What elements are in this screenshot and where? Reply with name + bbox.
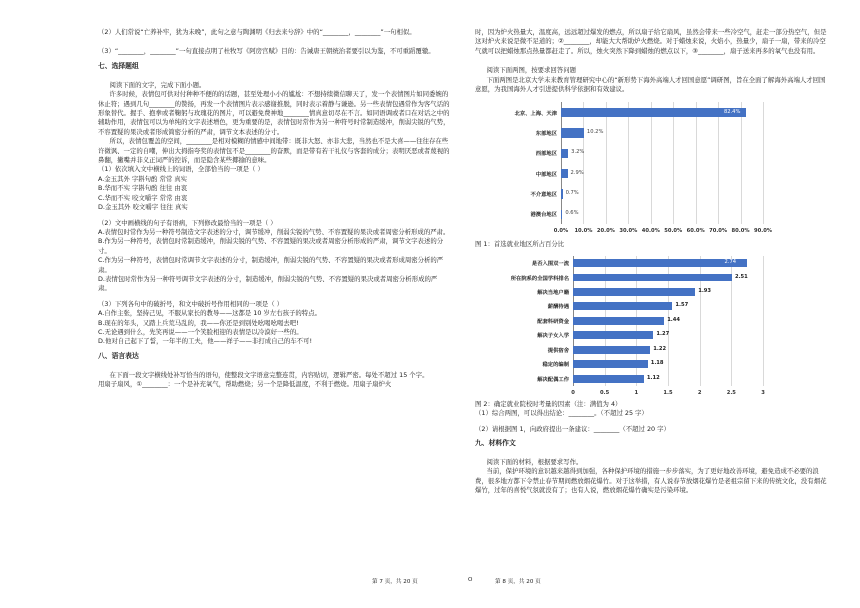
data-label: 0.6%: [565, 210, 579, 217]
option-a: A.金玉其外 字斟句酌 常常 真实: [98, 174, 188, 183]
option-b: B.现在的年头，又踏上兵荒马乱的，我——你还是到别处吆喝吆喝去吧!: [98, 318, 299, 327]
option-c: C.华而不实 咬文嚼字 常常 由衷: [98, 193, 188, 202]
data-label: 2.74: [724, 259, 737, 266]
gridline: [628, 102, 629, 224]
material-intro: 阅读下面的材料，根据要求写作。: [486, 458, 583, 467]
x-tick-label: 70.0%: [709, 228, 728, 235]
answer-question-2: （2）请根据图 1，向政府提出一条建议：________（不超过 20 字）: [475, 424, 670, 433]
category-label: 东部地区: [535, 130, 557, 137]
read-charts-intro: 阅读下面两图，按要求回答问题: [486, 66, 576, 75]
x-tick-label: 2.5: [726, 389, 736, 396]
bar: [573, 331, 653, 339]
gridline: [741, 102, 742, 224]
data-label: 1.57: [675, 302, 689, 309]
category-label: 提供宿舍: [547, 347, 569, 354]
category-label: 解决当地户籍: [537, 289, 569, 296]
option-a: A.自作主张，坚持己见，不服从家长的教导——这都是 10 岁左右孩子的特点。: [98, 309, 321, 318]
question-2-fill: （2）人们常说“亡养补牢，犹为未晚”，此句之意与陶渊明《归去来兮辞》中的“________，________”一句相似。: [98, 28, 416, 36]
language-passage-cont: 时，因为炉火热量大，温度高，远远超过爆发的燃点，所以扇子给它扇风，虽然会带来一些冷空气，赶走一部分热空气，但是这对炉火来说是微不足道的；②________，却能大大帮助炉火燃烧。对于蜡烛来说，火焰小，热量少，扇子一扇，带来的冷空气就可以把蜡烛那点热量都赶走了。所以，烛火突然下降到蜡烛的燃点以下，③________，扇子送来再多的氧气也没有用。: [475, 28, 827, 55]
category-label: 西部地区: [535, 151, 557, 158]
category-label: 是否入围双一流: [531, 261, 569, 268]
figure-2-caption: 图 2：确定就业院校时考量的因素（注：满值为 4）: [475, 399, 622, 408]
gridline: [696, 102, 697, 224]
category-label: 配套科研资金: [537, 318, 569, 325]
data-label: 1.44: [667, 316, 680, 323]
x-tick-label: 40.0%: [641, 228, 660, 235]
read-charts-para: 下面两图是北京大学未来教育管理研究中心的“新形势下海外高端人才回国意愿”调研图，旨在全面了解海外高端人才回国意愿，为我国海外人才引进提供科学依据和有效建议。: [475, 75, 826, 94]
category-label: 解决配偶工作: [537, 376, 569, 383]
category-label: 所在院系的全国学科排名: [510, 275, 569, 282]
category-label: 港澳台地区: [530, 212, 557, 219]
bar: [573, 375, 644, 383]
center-mark: O: [468, 577, 473, 583]
data-label: 1.22: [653, 345, 667, 352]
option-b: B.作为另一种符号，表情包时常制造缓冲，削弱尖锐的气势、不容置疑的果决或者周密分析形成的严肃，调节文字表述的分寸。: [98, 237, 444, 255]
x-tick-label: 50.0%: [664, 228, 683, 235]
section-heading-8: 八、语言表达: [98, 351, 139, 360]
subquestion-1: （1）依次填入文中横线上的词语，全部恰当的一项是（ ）: [98, 165, 264, 174]
gridline: [606, 102, 607, 224]
question-3-fill: （3）“________，________”一句直接点明了杜牧写《阿房宫赋》目的：告诫唐王朝统治者要引以为鉴，不可重蹈覆辙。: [98, 47, 435, 56]
data-label: 1.12: [646, 374, 660, 381]
figure-1-caption: 图 1：首选就业地区所占百分比: [475, 240, 565, 249]
x-tick-label: 80.0%: [731, 228, 750, 235]
bar: [561, 189, 563, 198]
section-heading-7: 七、选择题组: [98, 61, 139, 70]
data-label: 2.51: [734, 273, 748, 280]
bar: [573, 302, 672, 310]
x-tick-label: 1: [634, 389, 639, 396]
x-tick-label: 0.5: [600, 389, 610, 396]
category-label: 中部地区: [535, 171, 557, 178]
reading-intro: 阅读下面的文字，完成下面小题。: [109, 80, 206, 89]
bar: [573, 317, 664, 325]
x-tick-label: 90.0%: [754, 228, 772, 235]
passage-paragraph-2: 所以，表情包覆盖的空间，________是相对模糊的情感中间地带：既非大怒、亦非大悲，当然也不是大喜——往往存在些许微讽、一定的自嘲，伸出大拇指夸奖的表情包不是________的奋默，而是带有若干礼仪与客套的成分；表明厌恶或者蔑视的鼻翻，撇嘴并非义正词严的控诉，而是隐含某些揶揄的意味。: [98, 137, 450, 165]
chart-employment-region: [481, 98, 771, 238]
x-tick-label: 3: [761, 389, 765, 396]
right-page: [475, 28, 827, 496]
chart-university-factors: [481, 252, 771, 400]
category-label: 稳定的编制: [542, 362, 569, 369]
subquestion-3: （3）下列各句中的破折号，和文中破折号作用相同的一项是（ ）: [98, 299, 284, 308]
option-d: D.表情包时常作为另一种符号调节文字表述的分寸，制造缓冲，削弱尖锐的气势、不容置疑的果决或者周密分析形成的严肃。: [98, 274, 438, 293]
answer-question-1: （1）综合两图，可以得出结论：________。（不超过 25 字）: [475, 409, 648, 418]
category-label: 薪酬待遇: [547, 304, 569, 311]
bar: [561, 169, 568, 178]
bar: [561, 108, 746, 117]
bar: [561, 128, 584, 137]
gridline: [763, 102, 764, 224]
x-tick-label: 10.0%: [574, 228, 593, 235]
bar: [573, 259, 747, 267]
x-tick-label: 1.5: [663, 389, 673, 396]
option-d: D.金玉其外 咬文嚼字 往往 真实: [98, 203, 188, 212]
right-page-footer: 第 8 页，共 20 页: [495, 579, 541, 585]
data-label: 3.2%: [571, 149, 585, 156]
category-label: 解决子女入学: [537, 333, 569, 340]
data-label: 10.2%: [586, 128, 604, 135]
bar: [573, 274, 732, 282]
passage-paragraph-1: 许多时候，表情包可供对付种种不便的的话题，甚至处理小小的尴尬：不想持续微信聊天了，发一个表情图片如同委婉的休止符；遇到几句________的赞扬，再发一个表情图片表示感谢推脱，同时表示着静与谦逊。另一些表情包遇常作为客气话的形象替代。握手、抱拳或者鞠躬与玫瑰花的图片，可以避免费神地________情真意切尽在不言。如同语调或者口在对话之中的辅助作用，表情包可以为单纯的文字表述增色，更为重要的是，表情包时常作为另一种符号时常制造缓冲，削弱尖锐的气势，不容置疑的果决或者形成简密分析的严肃，调节文本表述的分寸。: [98, 90, 450, 136]
gridline: [651, 102, 652, 224]
x-tick-label: 0: [571, 389, 575, 396]
x-tick-label: 2: [697, 389, 702, 396]
bar: [573, 360, 648, 368]
data-label: 1.27: [656, 331, 670, 338]
gridline: [763, 256, 764, 386]
category-label: 北京、上海、天津: [514, 110, 557, 117]
gridline: [583, 102, 584, 224]
subquestion-2: （2）文中画横线的句子有语病，下列修改最恰当的一项是（ ）: [98, 218, 277, 227]
gridline: [718, 102, 719, 224]
x-tick-label: 20.0%: [596, 228, 615, 235]
material-text: 当前，保护环境的意识越来越得到加强，各种保护环境的措施一步步落实，为了更好地改善环境，避免造成不必要的浪费，很多地方都下令禁止春节期间燃放烟花爆竹。对于这举措，有人说春节放烟花爆竹是老祖宗留下来的传统文化，没有烟花爆竹，过年的喜悦气氛就没有了；也有人说，燃放烟花爆竹确实是污染环境。: [475, 467, 827, 495]
x-tick-label: 0.0%: [553, 228, 569, 235]
left-page-footer: 第 7 页，共 20 页: [372, 579, 418, 585]
option-d: D.他对自己起下了誓，一年半的工夫，他——祥子——非打成自己的车不可!: [98, 337, 313, 346]
data-label: 1.18: [650, 360, 664, 367]
option-c: C.无论遇到什么，先笑再说——一个笑脸相迎的表情是以冷漠好一些的。: [98, 327, 303, 336]
left-page: [98, 28, 450, 390]
category-label: 不介意地区: [530, 191, 557, 198]
data-label: 1.93: [698, 287, 712, 294]
gridline: [673, 102, 674, 224]
data-label: 0.7%: [565, 189, 579, 196]
option-b: B.华而不实 字斟句酌 往往 由衷: [98, 184, 188, 193]
data-label: 2.9%: [570, 169, 584, 176]
gridline: [561, 102, 562, 224]
section-heading-9: 九、材料作文: [475, 439, 516, 448]
x-tick-label: 30.0%: [619, 228, 638, 235]
data-label: 82.4%: [723, 108, 741, 115]
bar: [573, 346, 650, 354]
bar: [561, 149, 568, 158]
x-tick-label: 60.0%: [686, 228, 705, 235]
option-a: A.表情包时常作为另一种符号制造文字表述的分寸，调节缓冲，削弱尖锐的气势、不容置疑的果决或者周密分析形成的严肃。: [98, 227, 450, 236]
option-c: C.作为另一种符号，表情包时常调节文字表述的分寸，制造缓冲，削弱尖锐的气势、不容置疑的果决或者形成周密分析的严肃。: [98, 256, 444, 274]
bar: [561, 210, 562, 219]
language-instruction: 在下面一段文字横线处补写恰当的语句，使整段文字语意完整连贯，内容贴切，逻辑严密。每处不超过 15 个字。: [109, 370, 429, 379]
bar: [573, 288, 695, 296]
language-passage-start: 用扇子扇风，①________：一个是补充氧气，帮助燃烧；另一个是降低温度，不利于燃烧。用扇子扇炉火: [98, 380, 392, 389]
